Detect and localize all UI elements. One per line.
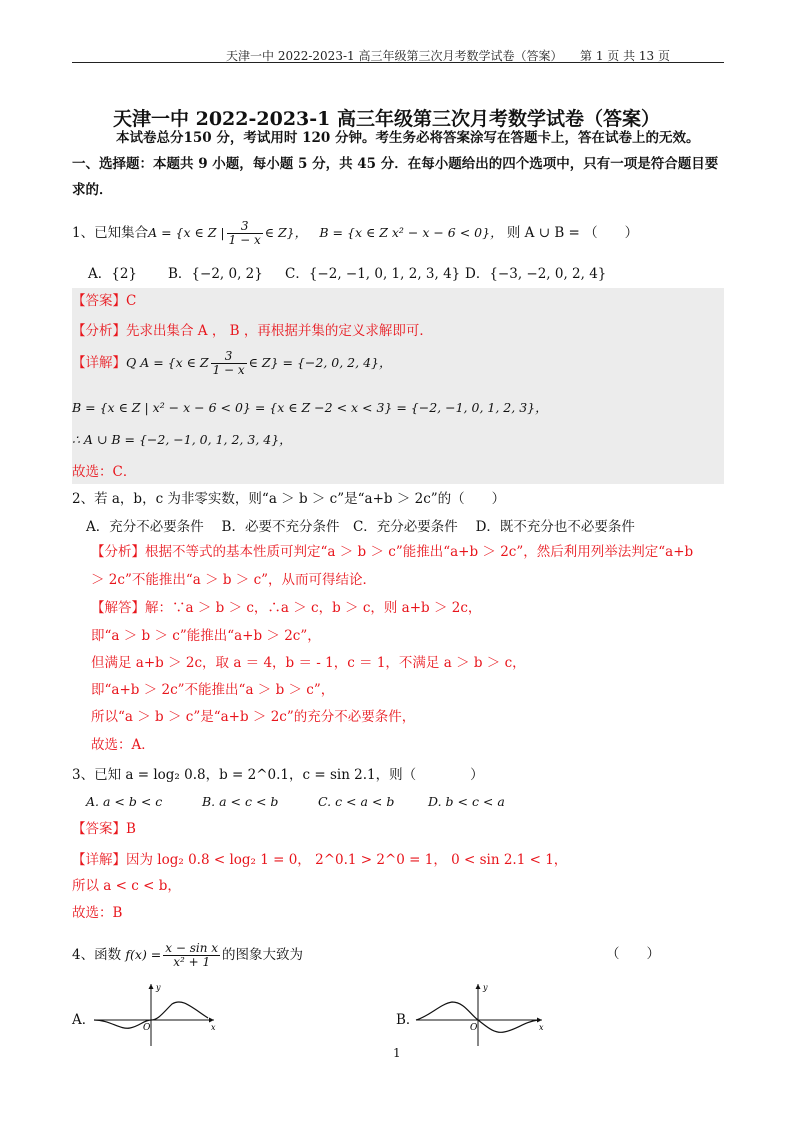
q2-analysis-tag: 【分析】 xyxy=(91,544,145,560)
question-2-stem: 2、若 a，b，c 为非零实数，则“a ＞ b ＞ c”是“a+b ＞ 2c”的（ ） xyxy=(72,491,506,507)
q2-solution-line5: 所以“a ＞ b ＞ c”是“a+b ＞ 2c”的充分不必要条件， xyxy=(91,709,416,725)
q2-solution-line6: 故选：A． xyxy=(91,737,155,753)
q1-line-union: ∴ A ∪ B = {−2, −1, 0, 1, 2, 3, 4}， xyxy=(72,432,292,447)
graph-a-x-label: x xyxy=(211,1023,216,1032)
graph-a-y-label: y xyxy=(156,983,161,992)
q2-solution-tag: 【解答】 xyxy=(91,600,145,616)
page-number: 1 xyxy=(393,1046,401,1060)
q4-frac-num: x − sin x xyxy=(165,941,219,955)
q4-function: f(x) = xyxy=(125,947,162,963)
q2-solution-line4: 即“a+b ＞ 2c”不能推出“a ＞ b ＞ c”， xyxy=(91,682,335,698)
q1-detail-post: ∈ Z} = {−2, 0, 2, 4}， xyxy=(248,355,392,371)
graph-b-origin: O xyxy=(470,1023,478,1033)
q2-solution-text1: 解：∵a ＞ b ＞ c，∴a ＞ c，b ＞ c，则 a+b ＞ 2c， xyxy=(145,600,482,616)
q1-prefix: 1、已知集合 xyxy=(72,225,149,242)
section-heading-line2: 求的． xyxy=(72,182,113,198)
q3-conclusion: 所以 a < c < b， xyxy=(72,878,181,894)
q3-option-d: D. b < c < a xyxy=(428,794,505,809)
q4-fraction xyxy=(163,942,220,969)
q4-graph-b xyxy=(412,980,548,1048)
question-3-stem: 3、已知 a = log₂ 0.8，b = 2^0.1，c = sin 2.1，则（ ） xyxy=(72,767,484,783)
q2-options: A．充分不必要条件 B．必要不充分条件 C．充分必要条件 D．既不充分也不必要条件 xyxy=(86,519,635,535)
q1-analysis-tag: 【分析】 xyxy=(72,323,126,339)
page-counter: 第 1 页 共 13 页 xyxy=(580,49,670,63)
q1-set-b: B = {x ∈ Z x² − x − 6 < 0}， xyxy=(319,225,503,241)
q3-option-a: A. a < b < c xyxy=(86,794,163,809)
q1-fraction xyxy=(227,220,263,247)
q2-analysis-text1: 根据不等式的基本性质可判定“a ＞ b ＞ c”能推出“a+b ＞ 2c”，然后利用列举法判定“a+b xyxy=(145,544,694,560)
q3-detail-text: 因为 log₂ 0.8 < log₂ 1 = 0， 2^0.1 > 2^0 = 1， 0 < sin 2.1 < 1， xyxy=(126,852,568,868)
q4-answer-paren: （ ） xyxy=(606,946,660,962)
q1-set-a-right: ∈ Z}， xyxy=(264,225,308,241)
q1-analysis xyxy=(72,319,433,339)
question-4-stem xyxy=(72,942,303,969)
q1-set-a-left: A = {x ∈ Z | xyxy=(148,225,225,241)
q3-choose: 故选：B xyxy=(72,905,123,921)
q1-option-a: A．{2} xyxy=(88,266,138,282)
q1-detail xyxy=(72,350,391,377)
q4-prefix: 4、函数 xyxy=(72,947,122,964)
graph-a-origin: O xyxy=(143,1023,151,1033)
q1-frac-den: 1 − x xyxy=(228,233,261,248)
q3-detail-tag: 【详解】 xyxy=(72,852,126,868)
q2-analysis-line1 xyxy=(91,540,693,560)
q1-detail-num: 3 xyxy=(211,350,247,364)
q1-answer: 【答案】C xyxy=(72,293,137,309)
graph-b-y-arrow xyxy=(476,984,481,989)
q1-frac-num: 3 xyxy=(227,220,263,234)
q1-choose: 故选：C． xyxy=(72,464,137,480)
q1-option-b: B．{−2, 0, 2} xyxy=(168,266,263,282)
q4-option-b-label: B． xyxy=(396,1012,420,1028)
q1-option-d: D．{−3, −2, 0, 2, 4} xyxy=(465,266,607,282)
q3-option-b: B. a < c < b xyxy=(202,794,279,809)
q1-line-b: B = {x ∈ Z | x² − x − 6 < 0} = {x ∈ Z −2 < x < 3} = {−2, −1, 0, 1, 2, 3}， xyxy=(72,400,548,415)
q2-solution-line1 xyxy=(91,596,481,616)
q4-graph-a xyxy=(90,980,222,1048)
graph-b-x-label: x xyxy=(539,1023,544,1032)
header-divider xyxy=(72,62,724,63)
q4-frac-den: x² + 1 xyxy=(173,955,211,970)
q1-detail-den: 1 − x xyxy=(212,363,245,378)
graph-a-y-arrow xyxy=(149,984,154,989)
page-header: 天津一中 2022-2023-1 高三年级第三次月考数学试卷（答案） xyxy=(226,49,563,63)
q3-option-c: C. c < a < b xyxy=(318,794,395,809)
q3-detail xyxy=(72,848,567,868)
q3-answer: 【答案】B xyxy=(72,821,136,837)
q1-detail-tag: 【详解】 xyxy=(72,355,126,372)
q4-suffix: 的图象大致为 xyxy=(222,947,304,964)
graph-b-y-label: y xyxy=(483,983,488,992)
q2-solution-line3: 但满足 a+b ＞ 2c，取 a ＝ 4，b ＝ - 1，c ＝ 1，不满足 a ＞ b ＞ c， xyxy=(91,655,526,671)
document-title: 天津一中 2022-2023-1 高三年级第三次月考数学试卷（答案） xyxy=(113,108,660,130)
question-1-stem xyxy=(72,220,638,247)
q1-ask: 则 A ∪ B = （ ） xyxy=(506,225,639,242)
answer-box xyxy=(72,288,724,484)
q2-analysis-line2: ＞ 2c”不能推出“a ＞ b ＞ c”，从而可得结论． xyxy=(91,572,377,588)
section-heading-line1: 一、选择题：本题共 9 小题，每小题 5 分，共 45 分．在每小题给出的四个选项中，只有一项是符合题目要 xyxy=(72,156,719,172)
q2-solution-line2: 即“a ＞ b ＞ c”能推出“a+b ＞ 2c”， xyxy=(91,628,321,644)
q1-detail-pre: Q A = {x ∈ Z xyxy=(126,355,209,371)
q1-option-c: C．{−2, −1, 0, 1, 2, 3, 4} xyxy=(285,266,461,282)
exam-notice: 本试卷总分150 分，考试用时 120 分钟。考生务必将答案涂写在答题卡上，答在试卷上的无效。 xyxy=(116,130,700,146)
q1-detail-fraction xyxy=(211,350,247,377)
q4-option-a-label: A． xyxy=(72,1012,96,1028)
graph-a-x-arrow xyxy=(209,1018,214,1023)
q1-analysis-text: 先求出集合 A ， B ，再根据并集的定义求解即可． xyxy=(126,323,433,339)
